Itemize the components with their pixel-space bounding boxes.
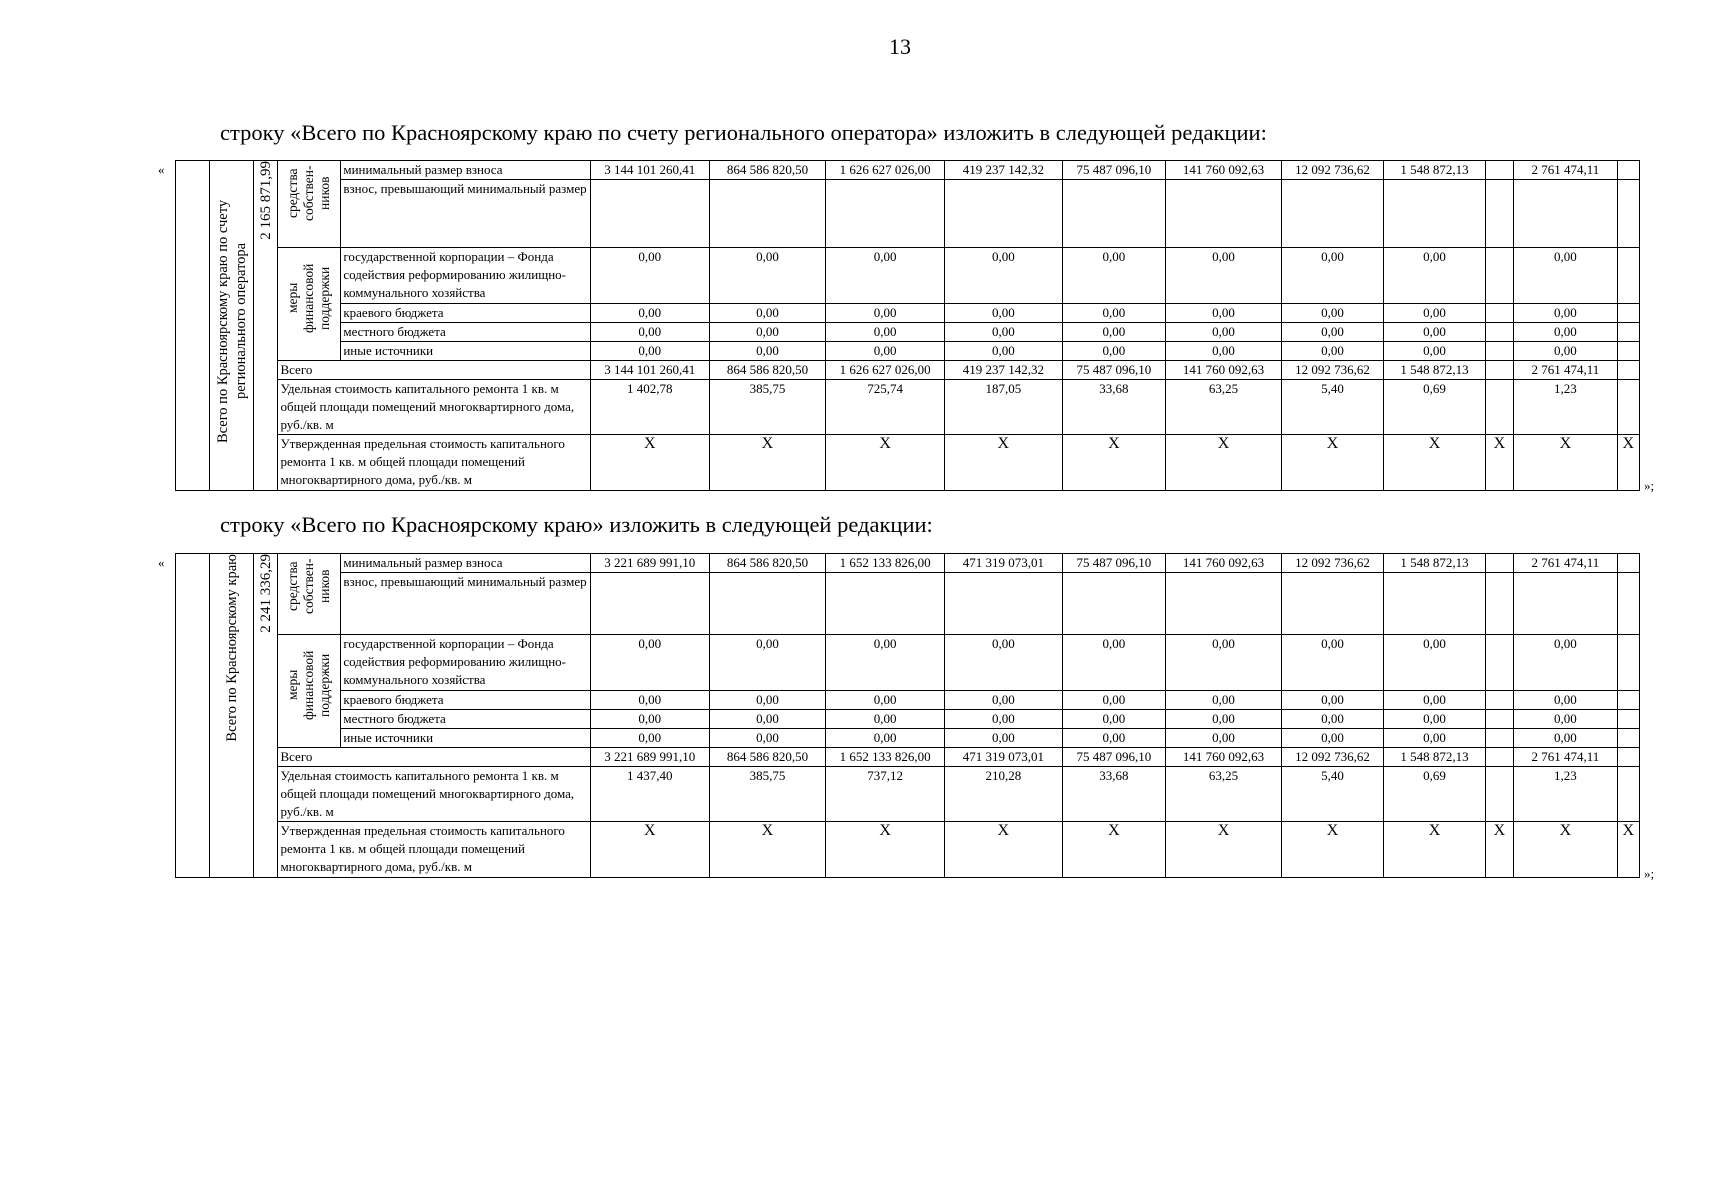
cell-value: 3 144 101 260,41: [590, 161, 709, 180]
cell-value: [1617, 767, 1639, 822]
cell-value: X: [1617, 435, 1639, 491]
amendment-table-1: [175, 160, 1640, 491]
cell-value: 0,00: [709, 323, 826, 342]
cell-value: X: [826, 435, 945, 491]
cell-value: [1485, 161, 1513, 180]
cell-value: 0,00: [1062, 729, 1165, 748]
row-label: Удельная стоимость капитального ремонта 1 кв. м общей площади помещений многоквартирного дома, руб./кв. м: [278, 767, 590, 822]
cell-value: [1514, 573, 1617, 635]
row-label: краевого бюджета: [341, 691, 591, 710]
cell-value: 0,00: [1384, 323, 1485, 342]
cell-value: 0,00: [590, 710, 709, 729]
cell-value: 33,68: [1062, 380, 1165, 435]
cell-value: 864 586 820,50: [709, 361, 826, 380]
owner-funds-label: средства собствен-ников: [285, 558, 333, 614]
cell-value: X: [1281, 822, 1383, 878]
cell-value: X: [1514, 435, 1617, 491]
cell-value: X: [1384, 435, 1485, 491]
cell-value: X: [1062, 435, 1165, 491]
cell-value: 0,00: [826, 635, 945, 691]
row-label: Утвержденная предельная стоимость капитального ремонта 1 кв. м общей площади помещений многоквартирного дома, руб./кв. м: [278, 822, 590, 878]
cell-value: 0,00: [944, 323, 1062, 342]
cell-value: 1,23: [1514, 767, 1617, 822]
cell-value: 0,00: [1166, 710, 1282, 729]
cell-value: 0,00: [590, 342, 709, 361]
cell-value: [1485, 180, 1513, 248]
cell-value: 0,00: [1514, 248, 1617, 304]
cell-value: 3 221 689 991,10: [590, 748, 709, 767]
cell-value: 0,00: [1281, 248, 1383, 304]
cell-value: 0,00: [709, 342, 826, 361]
support-label: меры финансовой поддержки: [285, 650, 333, 720]
cell-value: 0,00: [1062, 342, 1165, 361]
cell-value: [1485, 554, 1513, 573]
cell-value: 0,00: [1062, 248, 1165, 304]
cell-value: 0,00: [944, 304, 1062, 323]
cell-value: X: [1617, 822, 1639, 878]
cell-value: [1384, 573, 1485, 635]
row-regional: [176, 304, 1640, 323]
cell-value: 864 586 820,50: [709, 748, 826, 767]
cell-value: 385,75: [709, 767, 826, 822]
cell-value: [826, 180, 945, 248]
row-label: Утвержденная предельная стоимость капитального ремонта 1 кв. м общей площади помещений многоквартирного дома, руб./кв. м: [278, 435, 590, 491]
cell-value: 5,40: [1281, 380, 1383, 435]
cell-value: X: [1281, 435, 1383, 491]
cell-value: 0,00: [1514, 729, 1617, 748]
cell-value: 419 237 142,32: [944, 161, 1062, 180]
cell-value: 0,00: [1062, 710, 1165, 729]
quote-open-2: «: [158, 555, 165, 570]
cell-value: 0,69: [1384, 767, 1485, 822]
row-other: [176, 342, 1640, 361]
row-limit-cost: [176, 435, 1640, 491]
cell-value: 63,25: [1166, 380, 1282, 435]
cell-value: 0,00: [826, 691, 945, 710]
cell-value: [1485, 691, 1513, 710]
cell-value: [1617, 161, 1639, 180]
cell-value: 0,00: [709, 304, 826, 323]
cell-value: 33,68: [1062, 767, 1165, 822]
cell-value: 1 402,78: [590, 380, 709, 435]
cell-value: 75 487 096,10: [1062, 554, 1165, 573]
region-label: Всего по Красноярскому краю: [223, 554, 240, 742]
cell-value: 5,40: [1281, 767, 1383, 822]
cell-value: 0,00: [826, 304, 945, 323]
row-label: государственной корпорации – Фонда содействия реформированию жилищно-коммунального хозяйства: [341, 635, 591, 691]
cell-value: 0,00: [1384, 304, 1485, 323]
cell-value: [1617, 361, 1639, 380]
cell-value: 0,00: [1166, 729, 1282, 748]
cell-value: X: [1485, 435, 1513, 491]
cell-value: [1485, 248, 1513, 304]
cell-value: 0,00: [709, 248, 826, 304]
cell-value: [1617, 248, 1639, 304]
cell-value: [1617, 342, 1639, 361]
cell-value: X: [944, 822, 1062, 878]
cell-value: 141 760 092,63: [1166, 361, 1282, 380]
cell-value: 0,00: [1166, 635, 1282, 691]
cell-value: 0,00: [1514, 635, 1617, 691]
cell-value: 0,00: [709, 635, 826, 691]
cell-value: 0,00: [1166, 342, 1282, 361]
cell-value: [1617, 635, 1639, 691]
cell-value: X: [1384, 822, 1485, 878]
cell-value: 0,00: [944, 729, 1062, 748]
cell-value: [1514, 180, 1617, 248]
cell-value: 385,75: [709, 380, 826, 435]
row-label: местного бюджета: [341, 710, 591, 729]
cell-value: 0,00: [1514, 691, 1617, 710]
cell-value: 0,00: [590, 635, 709, 691]
cell-value: 0,00: [709, 710, 826, 729]
cell-value: 141 760 092,63: [1166, 748, 1282, 767]
row-limit-cost: [176, 822, 1640, 878]
cell-value: 0,00: [826, 342, 945, 361]
cell-value: 0,00: [1166, 304, 1282, 323]
row-other: [176, 729, 1640, 748]
cell-value: 1 652 133 826,00: [826, 554, 945, 573]
cell-value: 1 437,40: [590, 767, 709, 822]
cell-value: 0,00: [1166, 248, 1282, 304]
cell-value: 0,00: [944, 635, 1062, 691]
cell-value: [1617, 710, 1639, 729]
cell-value: [1166, 573, 1282, 635]
cell-value: 0,00: [590, 323, 709, 342]
cell-value: [709, 573, 826, 635]
blank-col: [176, 554, 210, 878]
cell-value: 0,00: [590, 729, 709, 748]
cell-value: 0,00: [590, 248, 709, 304]
cell-value: 75 487 096,10: [1062, 748, 1165, 767]
row-label: взнос, превышающий минимальный размер: [341, 180, 591, 248]
cell-value: X: [590, 435, 709, 491]
cell-value: 0,00: [1281, 342, 1383, 361]
cell-value: 0,00: [944, 710, 1062, 729]
cell-value: X: [1485, 822, 1513, 878]
cell-value: 1 548 872,13: [1384, 554, 1485, 573]
row-unit-cost: [176, 380, 1640, 435]
instruction-2: строку «Всего по Красноярскому краю» изложить в следующей редакции:: [220, 512, 933, 537]
page-number: 13: [889, 34, 911, 59]
cell-value: [1617, 180, 1639, 248]
area-cell: [254, 554, 278, 878]
cell-value: [944, 180, 1062, 248]
cell-value: [1617, 573, 1639, 635]
owner-funds-label: средства собствен-ников: [285, 165, 333, 221]
cell-value: 0,00: [1062, 635, 1165, 691]
cell-value: 141 760 092,63: [1166, 554, 1282, 573]
area-value: 2 165 871,99: [257, 161, 274, 240]
row-label: государственной корпорации – Фонда содействия реформированию жилищно-коммунального хозяйства: [341, 248, 591, 304]
row-regional: [176, 691, 1640, 710]
cell-value: 0,00: [944, 248, 1062, 304]
owner-funds-group: [278, 161, 341, 248]
cell-value: 1 548 872,13: [1384, 161, 1485, 180]
cell-value: 864 586 820,50: [709, 161, 826, 180]
cell-value: 0,00: [1062, 323, 1165, 342]
cell-value: 12 092 736,62: [1281, 554, 1383, 573]
owner-funds-group: [278, 554, 341, 635]
cell-value: [1485, 304, 1513, 323]
cell-value: 0,00: [1514, 342, 1617, 361]
cell-value: 0,00: [1062, 304, 1165, 323]
row-label: минимальный размер взноса: [341, 161, 591, 180]
cell-value: [1617, 729, 1639, 748]
cell-value: 471 319 073,01: [944, 748, 1062, 767]
cell-value: 864 586 820,50: [709, 554, 826, 573]
cell-value: 0,00: [1514, 710, 1617, 729]
cell-value: 0,00: [1281, 691, 1383, 710]
cell-value: [1485, 748, 1513, 767]
row-state-corp: [176, 635, 1640, 691]
cell-value: X: [1514, 822, 1617, 878]
cell-value: 75 487 096,10: [1062, 161, 1165, 180]
cell-value: [590, 573, 709, 635]
row-label: Удельная стоимость капитального ремонта 1 кв. м общей площади помещений многоквартирного дома, руб./кв. м: [278, 380, 590, 435]
cell-value: 0,00: [1281, 323, 1383, 342]
cell-value: 737,12: [826, 767, 945, 822]
cell-value: [1617, 691, 1639, 710]
support-label: меры финансовой поддержки: [285, 263, 333, 333]
cell-value: 471 319 073,01: [944, 554, 1062, 573]
support-group: [278, 248, 341, 361]
cell-value: 1 652 133 826,00: [826, 748, 945, 767]
cell-value: [1485, 767, 1513, 822]
cell-value: [1617, 748, 1639, 767]
cell-value: X: [1166, 435, 1282, 491]
quote-close-2: »;: [1644, 866, 1655, 881]
cell-value: X: [1062, 822, 1165, 878]
cell-value: 12 092 736,62: [1281, 361, 1383, 380]
cell-value: X: [826, 822, 945, 878]
cell-value: 2 761 474,11: [1514, 161, 1617, 180]
cell-value: [1281, 573, 1383, 635]
area-value: 2 241 336,29: [257, 554, 274, 633]
cell-value: [1485, 361, 1513, 380]
area-cell: [254, 161, 278, 491]
cell-value: 725,74: [826, 380, 945, 435]
amendment-table-2: [175, 553, 1640, 878]
cell-value: 0,00: [944, 691, 1062, 710]
cell-value: 0,00: [590, 304, 709, 323]
cell-value: 0,00: [1281, 729, 1383, 748]
cell-value: [1281, 180, 1383, 248]
cell-value: 75 487 096,10: [1062, 361, 1165, 380]
cell-value: 0,00: [1384, 710, 1485, 729]
cell-value: [1485, 729, 1513, 748]
cell-value: [1062, 180, 1165, 248]
cell-value: 12 092 736,62: [1281, 161, 1383, 180]
row-min-fee: [176, 554, 1640, 573]
cell-value: 0,00: [1281, 635, 1383, 691]
region-label-cell: [210, 554, 254, 878]
cell-value: [944, 573, 1062, 635]
row-total: [176, 361, 1640, 380]
cell-value: X: [1166, 822, 1282, 878]
cell-value: [1617, 380, 1639, 435]
cell-value: 0,00: [826, 710, 945, 729]
quote-close-1: »;: [1644, 478, 1655, 493]
cell-value: 0,00: [1514, 323, 1617, 342]
cell-value: 2 761 474,11: [1514, 361, 1617, 380]
cell-value: 1 548 872,13: [1384, 748, 1485, 767]
cell-value: 0,00: [1281, 304, 1383, 323]
cell-value: [1617, 323, 1639, 342]
cell-value: 0,00: [1281, 710, 1383, 729]
cell-value: 0,00: [1166, 691, 1282, 710]
cell-value: 0,00: [709, 691, 826, 710]
cell-value: 0,00: [709, 729, 826, 748]
row-min-fee: [176, 161, 1640, 180]
cell-value: 0,00: [1384, 691, 1485, 710]
cell-value: X: [709, 435, 826, 491]
quote-open-1: «: [158, 162, 165, 177]
row-label: Всего: [278, 748, 590, 767]
cell-value: 187,05: [944, 380, 1062, 435]
row-total: [176, 748, 1640, 767]
row-label: взнос, превышающий минимальный размер: [341, 573, 591, 635]
cell-value: [709, 180, 826, 248]
row-local: [176, 710, 1640, 729]
cell-value: 3 144 101 260,41: [590, 361, 709, 380]
cell-value: [1617, 554, 1639, 573]
cell-value: 0,00: [1384, 248, 1485, 304]
cell-value: [1617, 304, 1639, 323]
cell-value: 0,00: [1384, 342, 1485, 361]
cell-value: [1485, 710, 1513, 729]
region-label-cell: [210, 161, 254, 491]
cell-value: 1,23: [1514, 380, 1617, 435]
cell-value: 0,00: [1062, 691, 1165, 710]
cell-value: 0,00: [826, 729, 945, 748]
cell-value: 0,00: [1514, 304, 1617, 323]
row-over-min: [176, 573, 1640, 635]
cell-value: 141 760 092,63: [1166, 161, 1282, 180]
row-state-corp: [176, 248, 1640, 304]
row-label: минимальный размер взноса: [341, 554, 591, 573]
cell-value: 0,69: [1384, 380, 1485, 435]
cell-value: [1062, 573, 1165, 635]
cell-value: 1 626 627 026,00: [826, 361, 945, 380]
cell-value: 0,00: [826, 323, 945, 342]
region-label: Всего по Красноярскому краю по счету регионального оператора: [214, 199, 249, 443]
support-group: [278, 635, 341, 748]
row-label: иные источники: [341, 729, 591, 748]
cell-value: [1485, 573, 1513, 635]
cell-value: 0,00: [590, 691, 709, 710]
row-local: [176, 323, 1640, 342]
cell-value: [1485, 635, 1513, 691]
cell-value: 63,25: [1166, 767, 1282, 822]
cell-value: 3 221 689 991,10: [590, 554, 709, 573]
row-label: краевого бюджета: [341, 304, 591, 323]
cell-value: X: [944, 435, 1062, 491]
cell-value: 1 626 627 026,00: [826, 161, 945, 180]
cell-value: [1485, 380, 1513, 435]
row-label: иные источники: [341, 342, 591, 361]
row-label: Всего: [278, 361, 590, 380]
instruction-1: строку «Всего по Красноярскому краю по счету регионального оператора» изложить в следующей редакции:: [220, 120, 1267, 145]
cell-value: [1485, 323, 1513, 342]
cell-value: [826, 573, 945, 635]
cell-value: 12 092 736,62: [1281, 748, 1383, 767]
cell-value: X: [590, 822, 709, 878]
cell-value: 0,00: [944, 342, 1062, 361]
cell-value: [590, 180, 709, 248]
cell-value: [1384, 180, 1485, 248]
blank-col: [176, 161, 210, 491]
cell-value: X: [709, 822, 826, 878]
cell-value: 2 761 474,11: [1514, 554, 1617, 573]
row-over-min: [176, 180, 1640, 248]
cell-value: [1485, 342, 1513, 361]
cell-value: 419 237 142,32: [944, 361, 1062, 380]
cell-value: 210,28: [944, 767, 1062, 822]
cell-value: 1 548 872,13: [1384, 361, 1485, 380]
cell-value: [1166, 180, 1282, 248]
row-unit-cost: [176, 767, 1640, 822]
cell-value: 0,00: [1166, 323, 1282, 342]
cell-value: 2 761 474,11: [1514, 748, 1617, 767]
cell-value: 0,00: [826, 248, 945, 304]
row-label: местного бюджета: [341, 323, 591, 342]
cell-value: 0,00: [1384, 635, 1485, 691]
cell-value: 0,00: [1384, 729, 1485, 748]
